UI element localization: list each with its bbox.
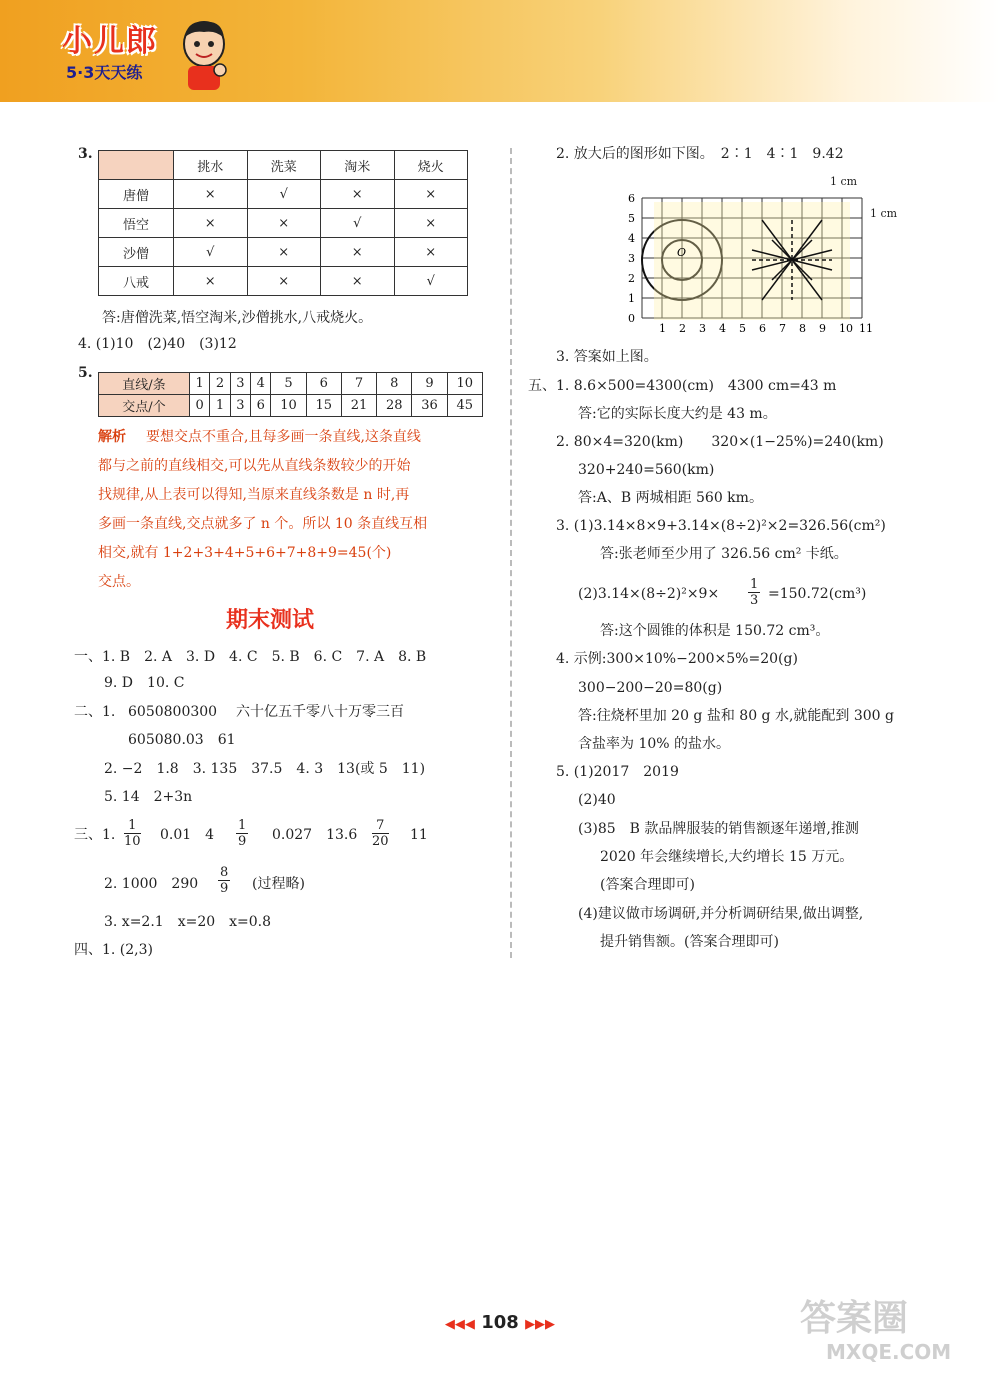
- x-tick-label: 6: [759, 322, 766, 335]
- er-line3: 2. −2 1.8 3. 135 37.5 4. 3 13(或 5 11): [104, 761, 426, 777]
- table-header: 洗菜: [247, 151, 321, 180]
- r-q2: 2. 放大后的图形如下图。 2∶1 4∶1 9.42: [556, 146, 844, 162]
- er-line2: 605080.03 61: [128, 732, 236, 748]
- watermark-url: MXQE.COM: [826, 1340, 952, 1364]
- column-divider: [510, 148, 512, 958]
- san-end: 11: [410, 827, 428, 843]
- page-number: 108: [481, 1312, 519, 1333]
- wu-line: 答:往烧杯里加 20 g 盐和 80 g 水,就能配到 300 g: [578, 708, 895, 724]
- y-tick-label: 6: [628, 192, 635, 205]
- unit-x-label: 1 cm: [830, 175, 858, 188]
- wu-line: 3. (1)3.14×8×9+3.14×(8÷2)²×2=326.56(cm²): [556, 518, 886, 534]
- jiexi-line: 交点。: [98, 574, 140, 590]
- fraction: $\frac{8}{9}$: [220, 865, 229, 896]
- unit-y-label: 1 cm: [870, 207, 898, 220]
- san-mid1: 0.01 4: [160, 827, 215, 843]
- er-words: 六十亿五千零八十万零三百: [236, 704, 404, 720]
- x-tick-label: 10: [839, 322, 853, 335]
- y-tick-label: 2: [628, 272, 635, 285]
- wu-line: =150.72(cm³): [768, 586, 867, 602]
- fraction: $\frac{1}{10}$: [124, 818, 141, 849]
- wu-line: 答:这个圆锥的体积是 150.72 cm³。: [600, 623, 830, 639]
- wu-line: (3)85 B 款品牌服装的销售额逐年递增,推测: [578, 821, 859, 837]
- q5-label: 5.: [78, 365, 93, 381]
- jiexi-line: 都与之前的直线相交,可以先从直线条数较少的开始: [98, 458, 411, 474]
- table-header: 淘米: [321, 151, 395, 180]
- jiexi-line: 找规律,从上表可以得知,当原来直线条数是 n 时,再: [98, 487, 410, 503]
- brand-subtitle: 5·3天天练: [66, 63, 143, 82]
- y-tick-label: 5: [628, 212, 635, 225]
- wu-line: 2020 年会继续增长,大约增长 15 万元。: [600, 849, 854, 865]
- q3-table: [98, 150, 468, 296]
- watermark-logo: 答案圈: [800, 1298, 909, 1339]
- wu-line: 5. (1)2017 2019: [556, 764, 679, 780]
- er-line4: 5. 14 2+3n: [104, 789, 193, 805]
- x-tick-label: 11: [859, 322, 873, 335]
- x-tick-label: 3: [699, 322, 706, 335]
- wu-line: 五、1. 8.6×500=4300(cm) 4300 cm=43 m: [528, 378, 837, 394]
- san-line2-end: (过程略): [252, 876, 305, 892]
- x-tick-label: 2: [679, 322, 686, 335]
- wu-line: 答:A、B 两城相距 560 km。: [578, 490, 763, 506]
- svg-text:O: O: [677, 246, 687, 259]
- wu-line: (2)3.14×(8÷2)²×9×: [578, 586, 720, 602]
- san-mid2: 0.027 13.6: [272, 827, 358, 843]
- san-lead: 三、1.: [74, 827, 116, 843]
- grid-figure: [612, 168, 912, 338]
- y-tick-label: 4: [628, 232, 635, 245]
- table-header: 挑水: [174, 151, 248, 180]
- x-tick-label: 9: [819, 322, 826, 335]
- wu-line: 含盐率为 10% 的盐水。: [578, 736, 731, 752]
- table-row: 唐僧 × √ × ×: [99, 180, 468, 209]
- brand-logo: 小儿郎: [62, 24, 158, 59]
- jiexi-label: 解析: [98, 429, 126, 445]
- er-number: 6050800300: [128, 704, 218, 720]
- x-tick-label: 7: [779, 322, 786, 335]
- table-header: 烧火: [394, 151, 468, 180]
- jiexi-line: 相交,就有 1+2+3+4+5+6+7+8+9=45(个): [98, 545, 392, 561]
- y-tick-label: 1: [628, 292, 635, 305]
- san-line3: 3. x=2.1 x=20 x=0.8: [104, 914, 272, 930]
- table-row: 沙僧 √ × × ×: [99, 238, 468, 267]
- table-row: 直线/条 1 2 3 4 5 6 7 8 9 10: [99, 373, 483, 395]
- x-tick-label: 4: [719, 322, 726, 335]
- wu-line: 300−200−20=80(g): [578, 680, 723, 696]
- si-line: 四、1. (2,3): [74, 942, 153, 958]
- yi-line2: 9. D 10. C: [104, 675, 185, 691]
- wu-line: 4. 示例:300×10%−200×5%=20(g): [556, 651, 798, 667]
- wu-line: 2. 80×4=320(km) 320×(1−25%)=240(km): [556, 434, 884, 450]
- q3-answer: 答:唐僧洗菜,悟空淘米,沙僧挑水,八戒烧火。: [102, 310, 373, 326]
- wu-line: 答:它的实际长度大约是 43 m。: [578, 406, 777, 422]
- wu-line: (2)40: [578, 792, 616, 808]
- wu-line: 提升销售额。(答案合理即可): [600, 934, 779, 950]
- jiexi-line: 要想交点不重合,且每多画一条直线,这条直线: [146, 429, 421, 445]
- q3-label: 3.: [78, 146, 93, 162]
- prev-arrows-icon: ◀◀◀: [444, 1317, 475, 1332]
- section-title: 期末测试: [226, 608, 315, 633]
- yi-line1: 一、1. B 2. A 3. D 4. C 5. B 6. C 7. A 8. B: [74, 649, 427, 665]
- wu-line: 答:张老师至少用了 326.56 cm² 卡纸。: [600, 546, 848, 562]
- table-row: 交点/个 0 1 3 6 10 15 21 28 36 45: [99, 395, 483, 417]
- x-tick-label: 1: [659, 322, 666, 335]
- wu-line: 320+240=560(km): [578, 462, 715, 478]
- er-lead: 二、1.: [74, 704, 116, 720]
- fraction: $\frac{1}{9}$: [238, 818, 247, 849]
- y-tick-label: 3: [628, 252, 635, 265]
- table-row: 悟空 × × √ ×: [99, 209, 468, 238]
- next-arrows-icon: ▶▶▶: [525, 1317, 556, 1332]
- san-line2: 2. 1000 290: [104, 876, 199, 892]
- r-q3: 3. 答案如上图。: [556, 349, 658, 365]
- q4-answer: 4. (1)10 (2)40 (3)12: [78, 336, 237, 352]
- x-tick-label: 5: [739, 322, 746, 335]
- fraction: $\frac{1}{3}$: [750, 577, 759, 608]
- wu-line: (答案合理即可): [600, 877, 695, 893]
- jiexi-line: 多画一条直线,交点就多了 n 个。所以 10 条直线互相: [98, 516, 428, 532]
- x-tick-label: 8: [799, 322, 806, 335]
- wu-line: (4)建议做市场调研,并分析调研结果,做出调整,: [578, 906, 864, 922]
- mascot-icon: [176, 18, 232, 92]
- table-row: 八戒 × × × √: [99, 267, 468, 296]
- y-tick-label: 0: [628, 312, 635, 325]
- fraction: $\frac{7}{20}$: [372, 818, 389, 849]
- q5-table: [98, 372, 483, 417]
